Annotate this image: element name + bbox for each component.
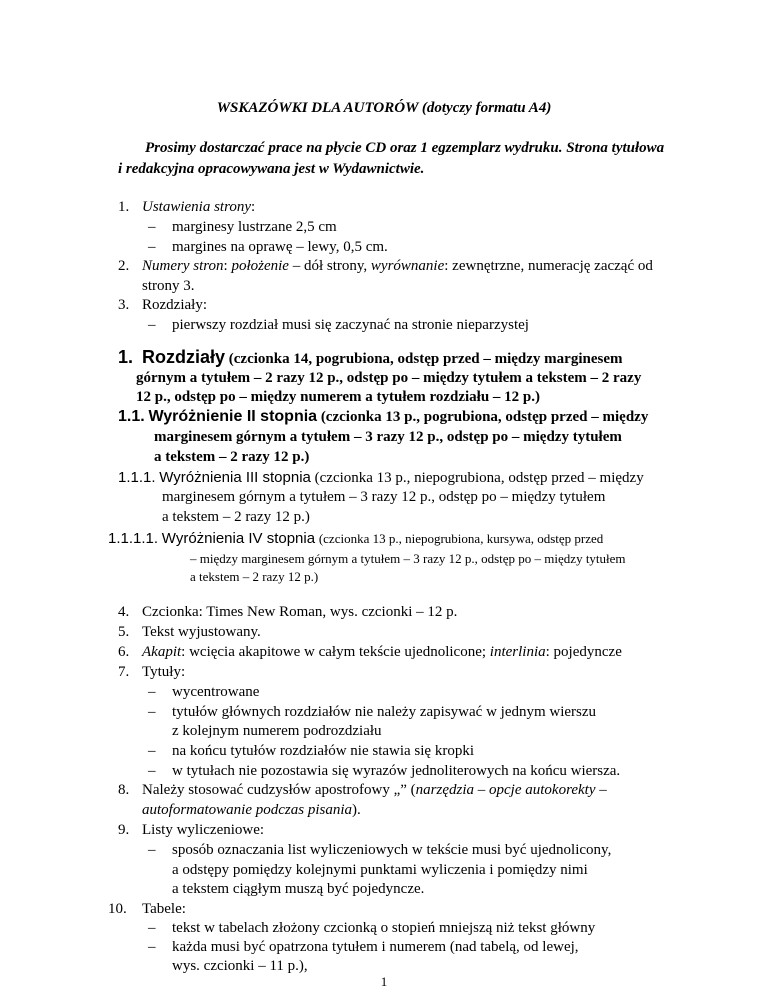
italic-fragment: autoformatowanie podczas pisania — [142, 802, 353, 818]
list-number: 5. — [118, 624, 130, 640]
heading-description: (czcionka 14, pogrubiona, odstęp przed – między marginesem — [228, 351, 623, 367]
text-fragment: : zewnętrzne, numerację zacząć od — [444, 258, 653, 274]
list-item-1 — [118, 199, 255, 216]
list-number: 10. — [108, 901, 127, 917]
list-item-5 — [118, 624, 261, 641]
list-item-8-continued — [142, 802, 361, 819]
list-number: 4. — [118, 604, 130, 620]
heading-title: Wyróżnienia III stopnia — [159, 469, 311, 486]
heading-description-line: górnym a tytułem – 2 razy 12 p., odstęp po – między tytułem a tekstem – 2 razy — [136, 370, 642, 386]
dash-bullet: – — [148, 920, 156, 936]
intro-line-1: Prosimy dostarczać prace na płycie CD oraz 1 egzemplarz wydruku. Strona tytułowa — [145, 140, 665, 156]
list-label: interlinia — [489, 644, 546, 660]
list-text: Tekst wyjustowany. — [142, 624, 261, 640]
heading-number: 1.1.1.1. — [108, 530, 159, 547]
text-fragment: : wcięcia akapitowe w całym tekście ujednolicone; — [181, 644, 490, 660]
heading-number: 1. — [118, 347, 134, 367]
heading-description: (czcionka 13 p., pogrubiona, odstęp przed – między — [320, 409, 649, 425]
list-number: 9. — [118, 822, 130, 838]
list-label: Tabele: — [142, 901, 186, 917]
text-fragment: – dół strony, — [288, 258, 371, 274]
list-number: 3. — [118, 297, 130, 313]
sub-item-text: każda musi być opatrzona tytułem i numerem (nad tabelą, od lewej, — [172, 939, 579, 955]
heading-title: Rozdziały — [142, 347, 226, 367]
list-number: 6. — [118, 644, 130, 660]
heading-description-line: – między marginesem górnym a tytułem – 3 razy 12 p., odstęp po – między tytułem — [190, 551, 626, 566]
list-item-6 — [118, 644, 622, 661]
sub-item — [148, 684, 259, 701]
sub-item — [148, 317, 529, 334]
list-item-2 — [118, 258, 653, 275]
heading-number: 1.1.1. — [118, 469, 156, 486]
list-text: Czcionka: Times New Roman, wys. czcionki – 12 p. — [142, 604, 458, 620]
list-label: położenie — [231, 258, 289, 274]
list-item-7 — [118, 664, 185, 681]
sub-item-text: margines na oprawę – lewy, 0,5 cm. — [172, 239, 388, 255]
sub-item — [148, 763, 620, 780]
heading-description-line: 12 p., odstęp po – między numerem a tytułem rozdziału – 12 p.) — [136, 389, 541, 405]
sub-item-text: pierwszy rozdział musi się zaczynać na stronie nieparzystej — [172, 317, 529, 333]
list-item-2-continued: strony 3. — [142, 278, 195, 294]
page-number: 1 — [380, 974, 388, 989]
heading-description-line: marginesem górnym a tytułem – 3 razy 12 p., odstęp po – między tytułem — [154, 429, 622, 445]
sub-item-text: wycentrowane — [172, 684, 260, 700]
dash-bullet: – — [148, 219, 156, 235]
heading-level-1 — [118, 347, 623, 368]
list-item-10 — [108, 901, 186, 918]
heading-description-line: a tekstem – 2 razy 12 p.) — [162, 509, 310, 525]
heading-description: (czcionka 13 p., niepogrubiona, odstęp przed – między — [314, 470, 644, 486]
list-number: 2. — [118, 258, 130, 274]
list-label: Rozdziały: — [142, 297, 207, 313]
sub-item-text: w tytułach nie pozostawia się wyrazów jednoliterowych na końcu wiersza. — [172, 763, 621, 779]
sub-item — [148, 920, 595, 937]
document-title: WSKAZÓWKI DLA AUTORÓW (dotyczy formatu A4) — [216, 100, 552, 116]
italic-fragment: narzędzia – opcje autokorekty – — [415, 782, 607, 798]
heading-description-line: a tekstem – 2 razy 12 p.) — [190, 569, 319, 584]
sub-item — [148, 842, 611, 859]
sub-item — [148, 704, 668, 721]
text-fragment: Należy stosować cudzysłów apostrofowy „” ( — [142, 782, 416, 798]
heading-description-line: marginesem górnym a tytułem – 3 razy 12 p., odstęp po – między tytułem — [162, 489, 606, 505]
intro-line-2: i redakcyjna opracowywana jest w Wydawnictwie. — [118, 161, 425, 177]
list-label: Listy wyliczeniowe: — [142, 822, 265, 838]
text-fragment: ). — [352, 802, 361, 818]
text-fragment: : — [223, 258, 232, 274]
sub-item — [148, 219, 337, 236]
list-item-9 — [118, 822, 264, 839]
heading-description: (czcionka 13 p., niepogrubiona, kursywa, odstęp przed — [318, 531, 604, 546]
sub-item — [148, 743, 474, 760]
list-item-3 — [118, 297, 207, 314]
sub-item-text: tekst w tabelach złożony czcionką o stopień mniejszą niż tekst główny — [172, 920, 596, 936]
sub-item-text: sposób oznaczania list wyliczeniowych w tekście musi być ujednolicony, — [172, 842, 612, 858]
sub-item-continued: wys. czcionki – 11 p.), — [172, 958, 308, 974]
heading-level-4 — [108, 530, 603, 548]
sub-item — [148, 939, 579, 956]
sub-item-text: marginesy lustrzane 2,5 cm — [172, 219, 337, 235]
list-label: Ustawienia strony — [142, 199, 252, 215]
list-label: Akapit — [142, 644, 182, 660]
dash-bullet: – — [148, 842, 156, 858]
dash-bullet: – — [148, 684, 156, 700]
list-item-8 — [118, 782, 607, 799]
sub-item-text: tytułów głównych rozdziałów nie należy zapisywać w jednym wierszu — [172, 704, 597, 720]
list-number: 7. — [118, 664, 130, 680]
text-fragment: : pojedyncze — [545, 644, 622, 660]
heading-level-3 — [118, 469, 644, 487]
list-label: Tytuły: — [142, 664, 186, 680]
list-item-4 — [118, 604, 457, 621]
sub-item — [148, 239, 388, 256]
heading-number: 1.1. — [118, 408, 145, 425]
heading-title: Wyróżnienia IV stopnia — [161, 530, 316, 547]
list-label: Numery stron — [142, 258, 224, 274]
dash-bullet: – — [148, 239, 156, 255]
list-label: wyrównanie — [370, 258, 445, 274]
dash-bullet: – — [148, 939, 156, 955]
heading-level-2 — [118, 408, 648, 426]
list-number: 1. — [118, 199, 130, 215]
sub-item-continued: z kolejnym numerem podrozdziału — [172, 723, 382, 739]
heading-title: Wyróżnienie II stopnia — [148, 408, 318, 425]
dash-bullet: – — [148, 743, 156, 759]
list-suffix: : — [251, 199, 256, 215]
dash-bullet: – — [148, 704, 156, 720]
sub-item-text: na końcu tytułów rozdziałów nie stawia się kropki — [172, 743, 475, 759]
dash-bullet: – — [148, 763, 156, 779]
dash-bullet: – — [148, 317, 156, 333]
list-number: 8. — [118, 782, 130, 798]
sub-item-continued: a odstępy pomiędzy kolejnymi punktami wyliczenia i pomiędzy nimi — [172, 862, 588, 878]
heading-description-line: a tekstem – 2 razy 12 p.) — [154, 449, 310, 465]
sub-item-continued: a tekstem ciągłym muszą być pojedyncze. — [172, 881, 425, 897]
